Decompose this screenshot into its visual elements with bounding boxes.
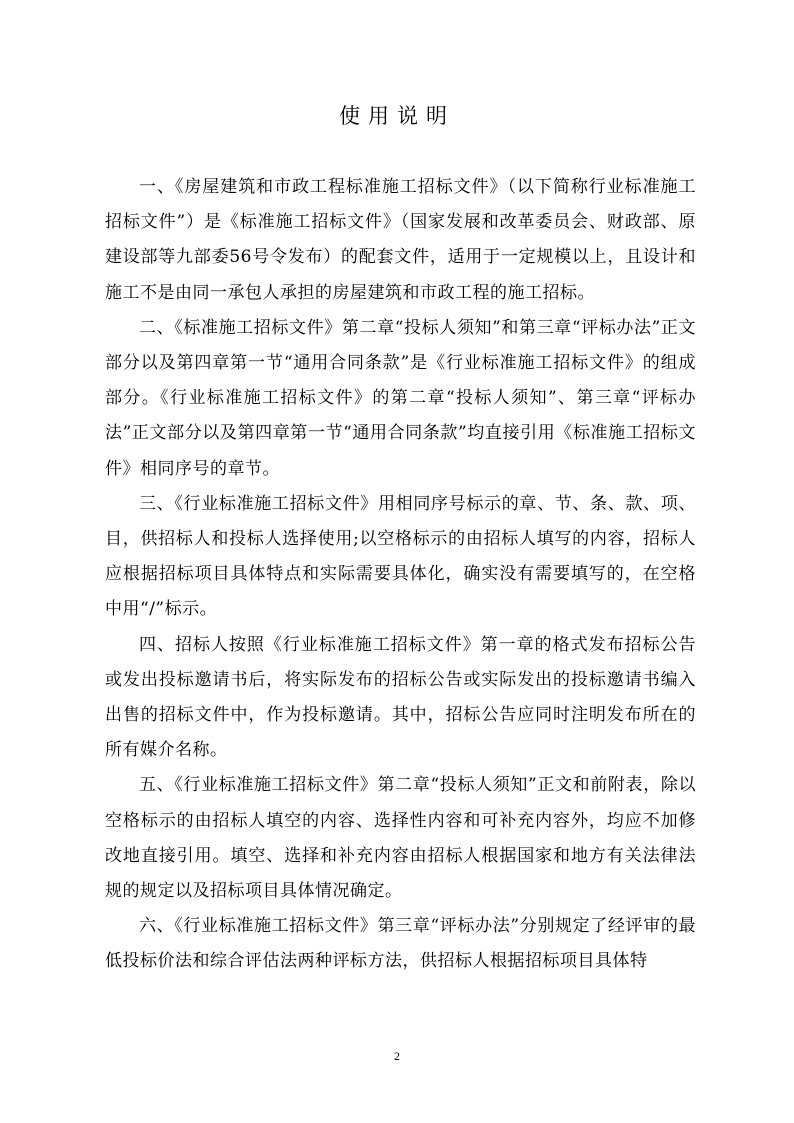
paragraph-2: 二、《标准施工招标文件》第二章“投标人须知”和第三章“评标办法”正文部分以及第四章第一节“通用合同条款”是《行业标准施工招标文件》的组成部分。《行业标准施工招标文件》的第二章“投标人须知”、第三章“评标办法”正文部分以及第四章第一节“通用合同条款”均直接引用《标准施工招标文件》相同序号的章节。 bbox=[105, 317, 696, 479]
paragraph-5: 五、《行业标准施工招标文件》第二章“投标人须知”正文和前附表，除以空格标示的由招标人填空的内容、选择性内容和可补充内容外，均应不加修改地直接引用。填空、选择和补充内容由招标人根据国家和地方有关法律法规的规定以及招标项目具体情况确定。 bbox=[105, 775, 696, 902]
document-body bbox=[105, 170, 696, 980]
paragraph-1: 一、《房屋建筑和市政工程标准施工招标文件》（以下简称行业标准施工招标文件”）是《标准施工招标文件》（国家发展和改革委员会、财政部、原建设部等九部委56号令发布）的配套文件，适用于一定规模以上，且设计和施工不是由同一承包人承担的房屋建筑和市政工程的施工招标。 bbox=[105, 177, 696, 303]
page-title: 使用说明 bbox=[339, 104, 455, 128]
paragraph-4: 四、招标人按照《行业标准施工招标文件》第一章的格式发布招标公告或发出投标邀请书后，将实际发布的招标公告或实际发出的投标邀请书编入出售的招标文件中，作为投标邀请。其中，招标公告应同时注明发布所在的所有媒介名称。 bbox=[105, 634, 696, 761]
paragraph-3: 三、《行业标准施工招标文件》用相同序号标示的章、节、条、款、项、目，供招标人和投标人选择使用;以空格标示的由招标人填写的内容，招标人应根据招标项目具体特点和实际需要具体化，确实没有需要填写的，在空格中用“/”标示。 bbox=[105, 493, 696, 620]
page-number: 2 bbox=[394, 1049, 400, 1063]
paragraph-6: 六、《行业标准施工招标文件》第三章“评标办法”分别规定了经评审的最低投标价法和综合评估法两种评标方法，供招标人根据招标项目具体特 bbox=[105, 916, 696, 972]
